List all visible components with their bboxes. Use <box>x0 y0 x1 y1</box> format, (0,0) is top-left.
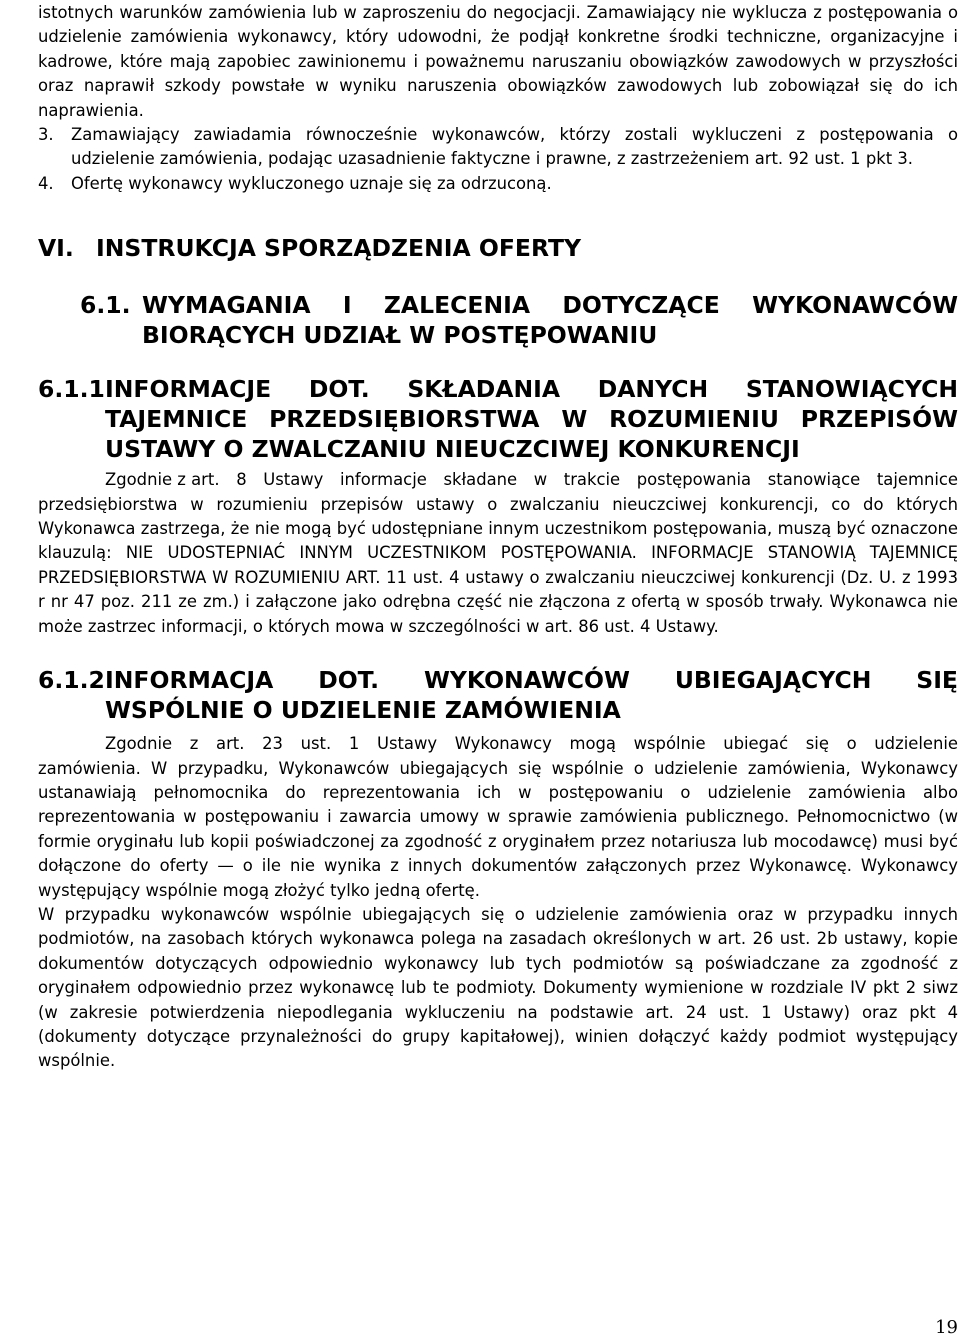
page-number: 19 <box>935 1317 958 1338</box>
list-item <box>38 123 958 172</box>
list-item-number: 3. <box>38 125 54 145</box>
document-page <box>38 0 958 1074</box>
subsection-number: 6.1. <box>80 291 131 320</box>
section-6-1-1-paragraph <box>38 468 958 639</box>
intro-paragraph: istotnych warunków zamówienia lub w zaproszeniu do negocjacji. Zamawiający nie wyklucza z postępowania o udzielenie zamówienia wykonawcy, który udowodni, że podjął konkretne środki techniczne, organizacyjne i kadrowe, które mają zapobiec zawinionemu i poważnemu naruszaniu obowiązków zawodowych w przyszłości oraz naprawił szkody powstałe w wyniku naruszenia obowiązków zawodowych lub zobowiązał się do ich naprawienia. <box>38 3 958 120</box>
list-item <box>38 172 958 196</box>
list-item-number: 4. <box>38 173 54 193</box>
subsection-heading-6-1-1 <box>38 374 958 464</box>
section-number: VI. <box>38 234 74 263</box>
section-6-1-2-paragraph-2: W przypadku wykonawców wspólnie ubiegających się o udzielenie zamówienia oraz w przypadku innych podmiotów, na zasobach których wykonawca polega na zasadach określonych w art. 26 ust. 2b ustawy, kopie dokumentów dotyczących odpowiednio wykonawcy lub tych podmiotów są poświadczane za zgodność z oryginałem odpowiednio przez wykonawcę lub te podmioty. Dokumenty wymienione w rozdziale IV pkt 2 siwz (w zakresie potwierdzenia niepodlegania wykluczeniu na podstawie art. 24 ust. 1 Ustawy) oraz pkt 4 (dokumenty dotyczące przynależności do grupy kapitałowej), winien dołączyć każdy podmiot występujący wspólnie. <box>38 904 958 1071</box>
section-title: INSTRUKCJA SPORZĄDZENIA OFERTY <box>96 234 582 263</box>
subsection-number: 6.1.1 <box>38 375 105 404</box>
section-heading-vi <box>38 234 958 262</box>
paragraph-body: zamówienia. W przypadku, Wykonawców ubiegających się wspólnie o udzielenie zamówienia, Wykonawcy ustanawiają pełnomocnika do reprezentowania ich w postępowaniu o udzielenie zamówienia albo reprezentowania w postępowaniu i zawarcia umowy w sprawie zamówienia publicznego. Pełnomocnictwo (w formie oryginału lub kopii poświadczonej za zgodność z oryginałem przez notariusza lub mocodawcę) musi być dołączone do oferty — o ile nie wynika z innych dokumentów załączonych przez Wykonawcę. Wykonawcy występujący wspólnie mogą złożyć tylko jedną ofertę. <box>38 758 958 900</box>
subsection-title: WYMAGANIA I ZALECENIA DOTYCZĄCE WYKONAWCÓW BIORĄCYCH UDZIAŁ W POSTĘPOWANIU <box>142 291 958 350</box>
paragraph-lead: Zgodnie z art. <box>105 470 220 490</box>
subsection-heading-6-1-2 <box>38 665 958 725</box>
paragraph-body: 8 Ustawy informacje składane w trakcie postępowania stanowiące tajemnice przedsiębiorstwa w rozumieniu przepisów ustawy o zwalczaniu nieuczciwej konkurencji, co do których Wykonawca zastrzega, że nie mogą być udostępniane innym uczestnikom postępowania, muszą być oznaczone klauzulą: NIE UDOSTEPNIAĆ INNYM UCZESTNIKOM POSTĘPOWANIA. INFORMACJE STANOWIĄ TAJEMNICĘ PRZEDSIĘBIORSTWA W ROZUMIENIU ART. 11 ust. 4 ustawy o zwalczaniu nieuczciwej konkurencji (Dz. U. z 1993 r nr 47 poz. 211 ze zm.) i załączone jako odrębna część nie złączona z ofertą w sposób trwały. Wykonawca nie może zastrzec informacji, o których mowa w szczególności w art. 86 ust. 4 Ustawy. <box>38 470 958 636</box>
subsection-title: INFORMACJE DOT. SKŁADANIA DANYCH STANOWIĄCYCH TAJEMNICE PRZEDSIĘBIORSTWA W ROZUMIENIU PRZEPISÓW USTAWY O ZWALCZANIU NIEUCZCIWEJ KONKURENCJI <box>105 375 958 464</box>
subsection-heading-6-1 <box>38 290 958 350</box>
list-item-text: Zamawiający zawiadamia równocześnie wykonawców, którzy zostali wykluczeni z postępowania o udzielenie zamówienia, podając uzasadnienie faktyczne i prawne, z zastrzeżeniem art. 92 ust. 1 pkt 3. <box>71 125 958 169</box>
section-6-1-2-paragraph <box>38 732 958 903</box>
subsection-number: 6.1.2 <box>38 666 105 695</box>
list-item-text: Ofertę wykonawcy wykluczonego uznaje się za odrzuconą. <box>71 173 552 193</box>
subsection-title: INFORMACJA DOT. WYKONAWCÓW UBIEGAJĄCYCH SIĘ WSPÓLNIE O UDZIELENIE ZAMÓWIENIA <box>105 666 958 725</box>
paragraph-lead: Zgodnie z art. 23 ust. 1 Ustawy Wykonawcy mogą wspólnie ubiegać się o udzielenie <box>105 734 958 754</box>
